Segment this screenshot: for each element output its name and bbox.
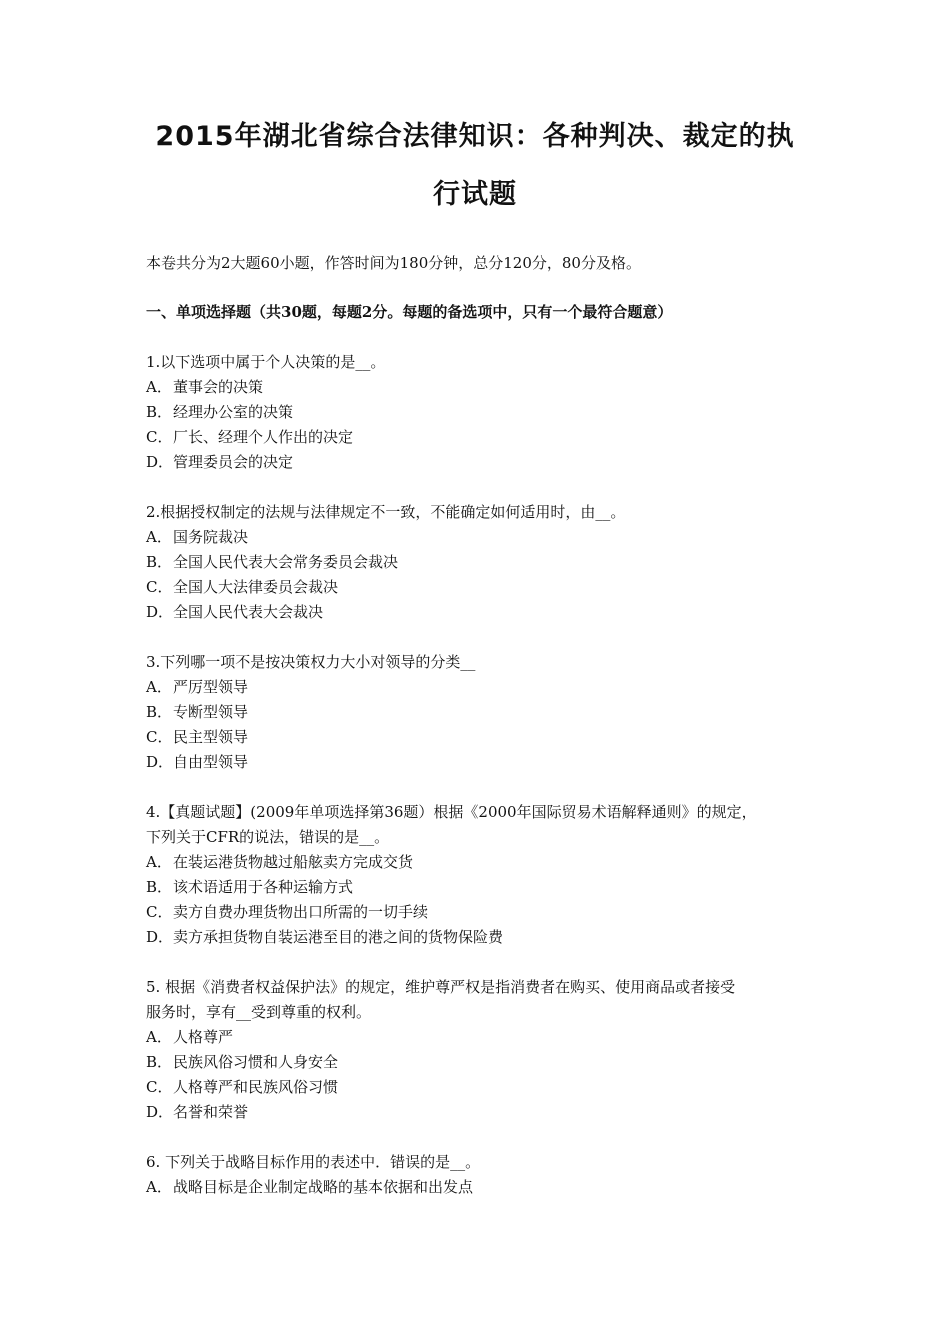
option-letter: D． xyxy=(146,453,174,471)
option-text: 全国人大法律委员会裁决 xyxy=(173,578,339,596)
answer-option xyxy=(146,375,810,400)
option-text: 专断型领导 xyxy=(173,703,249,721)
question-item xyxy=(146,650,810,775)
option-letter: B． xyxy=(146,703,173,721)
option-text: 董事会的决策 xyxy=(173,378,264,396)
question-list xyxy=(146,350,810,1225)
option-letter: A． xyxy=(146,853,172,871)
option-letter: C． xyxy=(146,578,173,596)
question-stem: 2.根据授权制定的法规与法律规定不一致，不能确定如何适用时，由__。 xyxy=(146,503,626,521)
option-letter: B． xyxy=(146,553,173,571)
title-line-1: 2015年湖北省综合法律知识：各种判决、裁定的执 xyxy=(155,121,795,152)
question-stem: 4.【真题试题】(2009年单项选择第36题）根据《2000年国际贸易术语解释通则》的规定， xyxy=(146,803,757,821)
question-stem: 5. 根据《消费者权益保护法》的规定，维护尊严权是指消费者在购买、使用商品或者接受 xyxy=(146,978,736,996)
option-letter: C． xyxy=(146,428,173,446)
option-letter: C． xyxy=(146,728,173,746)
answer-option xyxy=(146,525,810,550)
answer-option xyxy=(146,750,810,775)
option-text: 在装运港货物越过船舷卖方完成交货 xyxy=(173,853,414,871)
answer-option xyxy=(146,725,810,750)
answer-option xyxy=(146,850,810,875)
option-text: 全国人民代表大会裁决 xyxy=(173,603,324,621)
title-line-2: 行试题 xyxy=(433,179,517,210)
option-letter: A． xyxy=(146,1178,172,1196)
option-text: 管理委员会的决定 xyxy=(173,453,294,471)
option-text: 民主型领导 xyxy=(173,728,249,746)
answer-option xyxy=(146,1075,810,1100)
option-letter: C． xyxy=(146,903,173,921)
section-heading: 一、单项选择题（共30题，每题2分。每题的备选项中，只有一个最符合题意） xyxy=(146,303,673,321)
option-letter: B． xyxy=(146,403,173,421)
exam-intro: 本卷共分为2大题60小题，作答时间为180分钟，总分120分，80分及格。 xyxy=(146,254,641,272)
option-letter: D． xyxy=(146,603,174,621)
option-text: 人格尊严 xyxy=(173,1028,234,1046)
question-stem: 6. 下列关于战略目标作用的表述中．错误的是__。 xyxy=(146,1153,481,1171)
answer-option xyxy=(146,1175,810,1200)
question-stem: 3.下列哪一项不是按决策权力大小对领导的分类__ xyxy=(146,653,476,671)
option-text: 战略目标是企业制定战略的基本依据和出发点 xyxy=(173,1178,474,1196)
document-title xyxy=(100,108,850,224)
question-item xyxy=(146,350,810,475)
question-item xyxy=(146,1150,810,1200)
option-text: 经理办公室的决策 xyxy=(173,403,294,421)
answer-option xyxy=(146,425,810,450)
option-text: 严厉型领导 xyxy=(173,678,249,696)
option-letter: C． xyxy=(146,1078,173,1096)
answer-option xyxy=(146,900,810,925)
option-text: 全国人民代表大会常务委员会裁决 xyxy=(173,553,399,571)
question-stem: 下列关于CFR的说法，错误的是__。 xyxy=(146,828,390,846)
answer-option xyxy=(146,1025,810,1050)
option-letter: A． xyxy=(146,378,172,396)
question-item xyxy=(146,975,810,1125)
option-letter: A． xyxy=(146,1028,172,1046)
option-letter: D． xyxy=(146,1103,174,1121)
option-text: 自由型领导 xyxy=(173,753,249,771)
answer-option xyxy=(146,1050,810,1075)
answer-option xyxy=(146,925,810,950)
answer-option xyxy=(146,400,810,425)
option-letter: A． xyxy=(146,528,172,546)
option-letter: B． xyxy=(146,878,173,896)
option-text: 该术语适用于各种运输方式 xyxy=(173,878,354,896)
answer-option xyxy=(146,875,810,900)
question-stem: 1.以下选项中属于个人决策的是__。 xyxy=(146,353,386,371)
option-letter: A． xyxy=(146,678,172,696)
option-text: 名誉和荣誉 xyxy=(173,1103,249,1121)
question-item xyxy=(146,500,810,625)
answer-option xyxy=(146,1100,810,1125)
answer-option xyxy=(146,675,810,700)
answer-option xyxy=(146,700,810,725)
option-text: 卖方承担货物自装运港至目的港之间的货物保险费 xyxy=(173,928,504,946)
option-text: 厂长、经理个人作出的决定 xyxy=(173,428,354,446)
option-text: 民族风俗习惯和人身安全 xyxy=(173,1053,339,1071)
option-letter: D． xyxy=(146,753,174,771)
answer-option xyxy=(146,450,810,475)
answer-option xyxy=(146,550,810,575)
answer-option xyxy=(146,575,810,600)
question-item xyxy=(146,800,810,950)
option-letter: D． xyxy=(146,928,174,946)
answer-option xyxy=(146,600,810,625)
question-stem: 服务时，享有__受到尊重的权利。 xyxy=(146,1003,372,1021)
option-text: 人格尊严和民族风俗习惯 xyxy=(173,1078,339,1096)
option-letter: B． xyxy=(146,1053,173,1071)
option-text: 卖方自费办理货物出口所需的一切手续 xyxy=(173,903,429,921)
option-text: 国务院裁决 xyxy=(173,528,249,546)
